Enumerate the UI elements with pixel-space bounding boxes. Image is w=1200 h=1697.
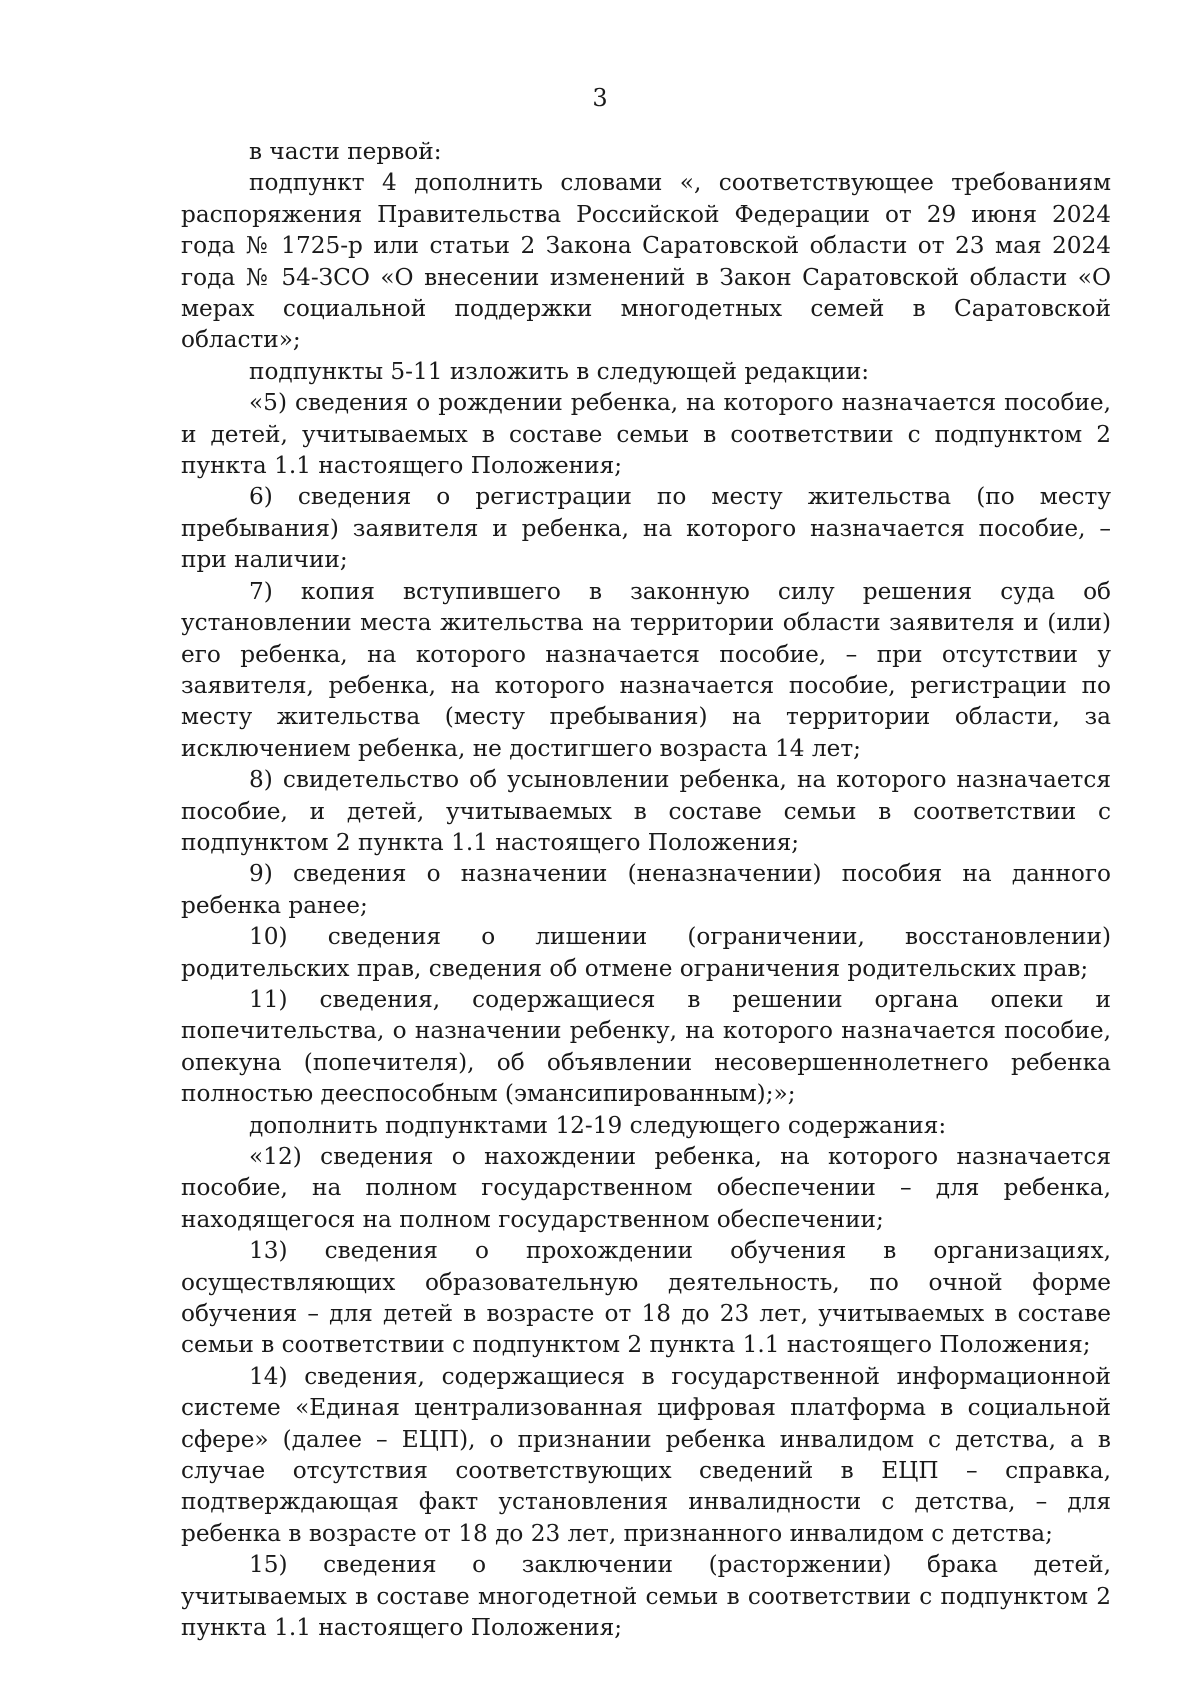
- paragraph-item-11: 11) сведения, содержащиеся в решении органа опеки и попечительства, о назначении ребенку, на которого назначается пособие, опекуна (попечителя), об объявлении несовершеннолетнего ребенка полностью дееспособным (эмансипированным);»;: [181, 985, 1111, 1108]
- paragraph-item-8: 8) свидетельство об усыновлении ребенка, на которого назначается пособие, и детей, учитываемых в составе семьи в соответствии с подпунктом 2 пункта 1.1 настоящего Положения;: [181, 766, 1111, 856]
- paragraph-subitems-12-19-intro: дополнить подпунктами 12-19 следующего содержания:: [249, 1111, 947, 1139]
- paragraph-item-15: 15) сведения о заключении (расторжении) брака детей, учитываемых в составе многодетной семьи в соответствии с подпунктом 2 пункта 1.1 настоящего Положения;: [181, 1551, 1111, 1642]
- paragraph-item-10: 10) сведения о лишении (ограничении, восстановлении) родительских прав, сведения об отмене ограничения родительских прав;: [181, 923, 1111, 982]
- paragraph-item-13: 13) сведения о прохождении обучения в организациях, осуществляющих образовательную деятельность, по очной форме обучения – для детей в возрасте от 18 до 23 лет, учитываемых в составе семьи в соответствии с подпунктом 2 пункта 1.1 настоящего Положения;: [181, 1237, 1111, 1359]
- paragraph-part-one: в части первой:: [249, 138, 442, 165]
- paragraph-item-7: 7) копия вступившего в законную силу решения суда об установлении места жительства на территории области заявителя и (или) его ребенка, на которого назначается пособие, – при отсутствии у заявителя, ребенка, на которого назначается пособие, регистрации по месту жительства (месту пребывания) на территории области, за исключением ребенка, не достигшего возраста 14 лет;: [181, 577, 1111, 762]
- paragraph-subitem-4: подпункт 4 дополнить словами «, соответствующее требованиям распоряжения Правительства Российской Федерации от 29 июня 2024 года № 1725-р или статьи 2 Закона Саратовской области от 23 мая 2024 года № 54-ЗСО «О внесении изменений в Закон Саратовской области «О мерах социальной поддержки многодетных семей в Саратовской области»;: [181, 169, 1111, 354]
- paragraph-item-5: «5) сведения о рождении ребенка, на которого назначается пособие, и детей, учитываемых в составе семьи в соответствии с подпунктом 2 пункта 1.1 настоящего Положения;: [181, 389, 1111, 480]
- page-number: 3: [592, 84, 608, 112]
- paragraph-item-12: «12) сведения о нахождении ребенка, на которого назначается пособие, на полном государственном обеспечении – для ребенка, находящегося на полном государственном обеспечении;: [181, 1143, 1111, 1233]
- paragraph-item-9: 9) сведения о назначении (неназначении) пособия на данного ребенка ранее;: [181, 860, 1111, 919]
- document-body: [181, 136, 1111, 1644]
- paragraph-item-14: 14) сведения, содержащиеся в государственной информационной системе «Единая централизованная цифровая платформа в социальной сфере» (далее – ЕЦП), о признании ребенка инвалидом с детства, а в случае отсутствия соответствующих сведений в ЕЦП – справка, подтверждающая факт установления инвалидности с детства, – для ребенка в возрасте от 18 до 23 лет, признанного инвалидом с детства;: [181, 1362, 1111, 1547]
- paragraph-subitems-5-11-intro: подпункты 5-11 изложить в следующей редакции:: [249, 357, 870, 385]
- paragraph-item-6: 6) сведения о регистрации по месту жительства (по месту пребывания) заявителя и ребенка, на которого назначается пособие, – при наличии;: [181, 483, 1111, 574]
